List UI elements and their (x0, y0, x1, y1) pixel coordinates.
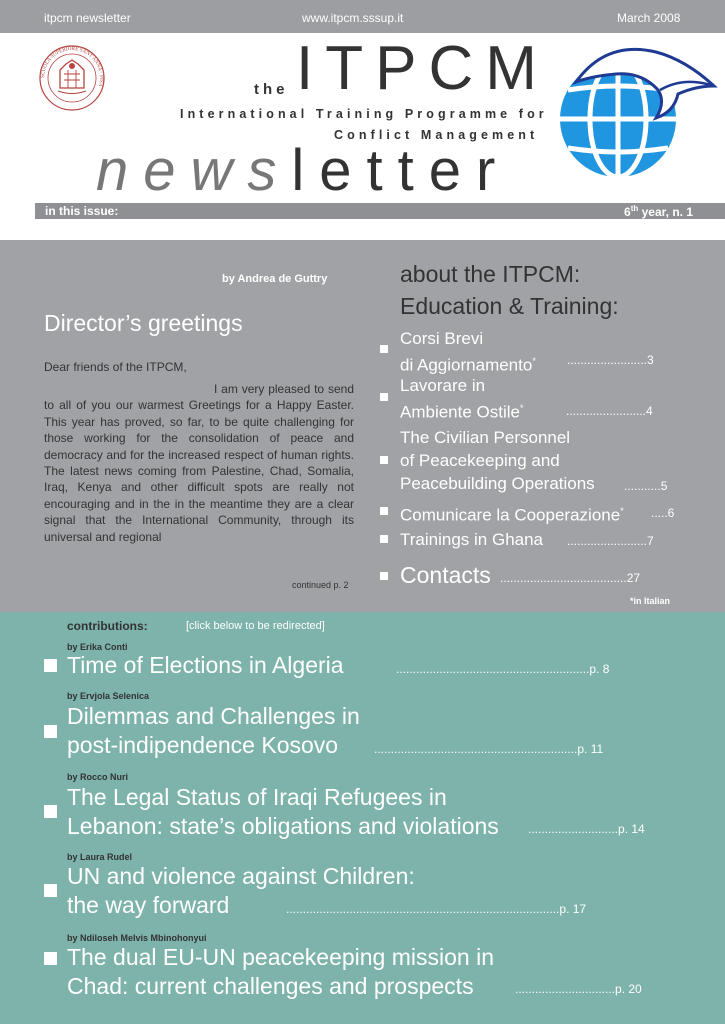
toc-item-trainings-in-ghana[interactable]: Trainings in Ghana (400, 530, 544, 549)
toc-bullet (380, 507, 388, 515)
article-page-8[interactable]: ..........................................................p. 8 (396, 662, 610, 676)
scuola-sant-anna-seal-icon (38, 44, 106, 112)
article-bullet (44, 659, 57, 672)
article-page-20[interactable]: ..............................p. 20 (515, 982, 642, 996)
toc-page-7[interactable]: ........................7 (567, 534, 654, 548)
article-page-14[interactable]: ...........................p. 14 (528, 822, 645, 836)
article-title-chad[interactable]: The dual EU-UN peacekeeping mission in Chad: current challenges and prospects (67, 944, 494, 999)
tagline-line1: International Training Programme for (180, 107, 548, 121)
article-author: by Ndiloseh Melvis Mbinohonyui (67, 933, 207, 943)
salutation: Dear friends of the ITPCM, (44, 360, 187, 374)
newsletter-title-news: news (96, 138, 292, 203)
article-title-kosovo[interactable]: Dilemmas and Challenges in post-indipendence Kosovo (67, 703, 360, 758)
contributions-label: contributions: (67, 619, 148, 633)
article-bullet (44, 952, 57, 965)
article-author: by Erika Conti (67, 642, 128, 652)
continued-link[interactable]: continued p. 2 (292, 580, 349, 590)
toc-page-3[interactable]: ........................3 (567, 353, 654, 367)
masthead-itpcm: ITPCM (296, 34, 549, 103)
toc-item-lavorare-in-ambiente-ostile[interactable]: Lavorare in Ambiente Ostile* (400, 376, 524, 422)
article-author: by Rocco Nuri (67, 772, 129, 782)
article-page-11[interactable]: .............................................................p. 11 (374, 742, 604, 756)
director-body-text: I am very pleased to send to all of you our warmest Greetings for a Happy Easter. This year has proved, so far, to be quite challenging for those working for the consolidation of peace and democracy and for the increased respect of human rights. The latest news coming from Palestine, Chad, Somalia, Iraq, Kenya and other difficult spots are really not encouraging and in the in the meantime they are a clear signal that the International Community, through its universal and regional (44, 382, 354, 544)
toc-bullet (380, 572, 388, 580)
newsletter-title (96, 138, 511, 203)
globe-logo-icon (556, 42, 718, 182)
newsletter-title-letter: letter (291, 138, 511, 203)
article-bullet (44, 725, 57, 738)
article-title-children[interactable]: UN and violence against Children: the way forward (67, 863, 415, 918)
article-title-iraqi-refugees[interactable]: The Legal Status of Iraqi Refugees in Lebanon: state’s obligations and violations (67, 784, 499, 839)
seal-text: SCUOLA SUPERIORE SANT'ANNA · PISA (39, 45, 105, 88)
in-this-issue-label: in this issue: (45, 204, 119, 218)
article-author: by Ervjola Selenica (67, 691, 150, 701)
director-byline: by Andrea de Guttry (222, 273, 328, 285)
toc-page-4[interactable]: ........................4 (566, 404, 653, 418)
article-bullet (44, 805, 57, 818)
director-greetings-title: Director’s greetings (44, 310, 243, 336)
toc-page-27[interactable]: ......................................27 (500, 571, 641, 585)
toc-item-contacts[interactable]: Contacts (400, 562, 491, 588)
toc-bullet (380, 456, 388, 464)
toc-item-comunicare-la-cooperazione[interactable]: Comunicare la Cooperazione* (400, 505, 624, 525)
toc-page-5[interactable]: ...........5 (624, 479, 668, 493)
toc-bullet (380, 393, 388, 401)
newsletter-name: itpcm newsletter (44, 11, 131, 25)
toc-bullet (380, 345, 388, 353)
article-page-17[interactable]: ..................................................................................p. 17 (286, 902, 587, 916)
website-link[interactable]: www.itpcm.sssup.it (302, 11, 404, 25)
in-italian-note: *in Italian (630, 596, 671, 606)
toc-item-corsi-brevi[interactable]: Corsi Brevi di Aggiornamento* (400, 329, 536, 375)
issue-bar (35, 203, 725, 219)
toc-page-6[interactable]: .....6 (651, 506, 675, 520)
issue-date: March 2008 (617, 11, 681, 25)
article-author: by Laura Rudel (67, 852, 133, 862)
about-itpcm-heading: about the ITPCM: Education & Training: (400, 261, 619, 319)
top-bar (0, 0, 725, 33)
tagline-line2: Conflict Management (334, 128, 539, 142)
article-title-algeria[interactable]: Time of Elections in Algeria (67, 652, 344, 678)
toc-bullet (380, 535, 388, 543)
issue-number: 6th year, n. 1 (624, 204, 693, 219)
toc-item-civilian-personnel[interactable]: The Civilian Personnel of Peacekeeping and Peacebuilding Operations (400, 428, 595, 493)
masthead-the: the (254, 81, 289, 98)
redirect-note: [click below to be redirected] (186, 620, 325, 632)
article-bullet (44, 884, 57, 897)
